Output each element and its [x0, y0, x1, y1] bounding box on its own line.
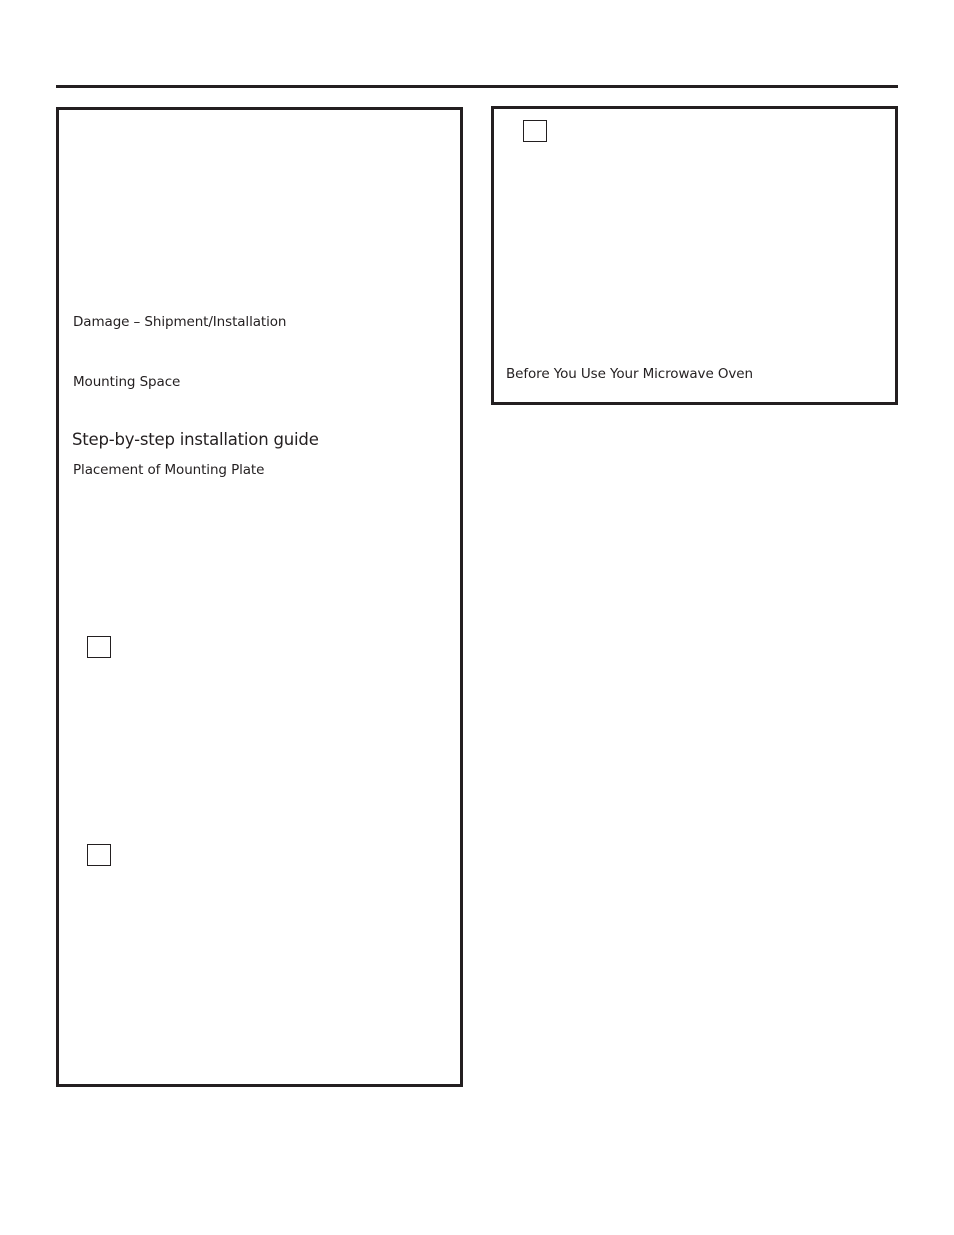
placement-heading: Placement of Mounting Plate: [73, 462, 265, 478]
left-panel: [56, 107, 463, 1087]
before-use-heading: Before You Use Your Microwave Oven: [506, 366, 753, 382]
damage-heading: Damage – Shipment/Installation: [73, 314, 287, 330]
step-checkbox-1: [87, 636, 111, 658]
step-checkbox-2: [87, 844, 111, 866]
right-panel: [491, 106, 898, 405]
installation-guide-title: Step-by-step installation guide: [72, 430, 319, 449]
mounting-space-heading: Mounting Space: [73, 374, 181, 390]
step-checkbox-3: [523, 120, 547, 142]
top-rule: [56, 85, 898, 88]
